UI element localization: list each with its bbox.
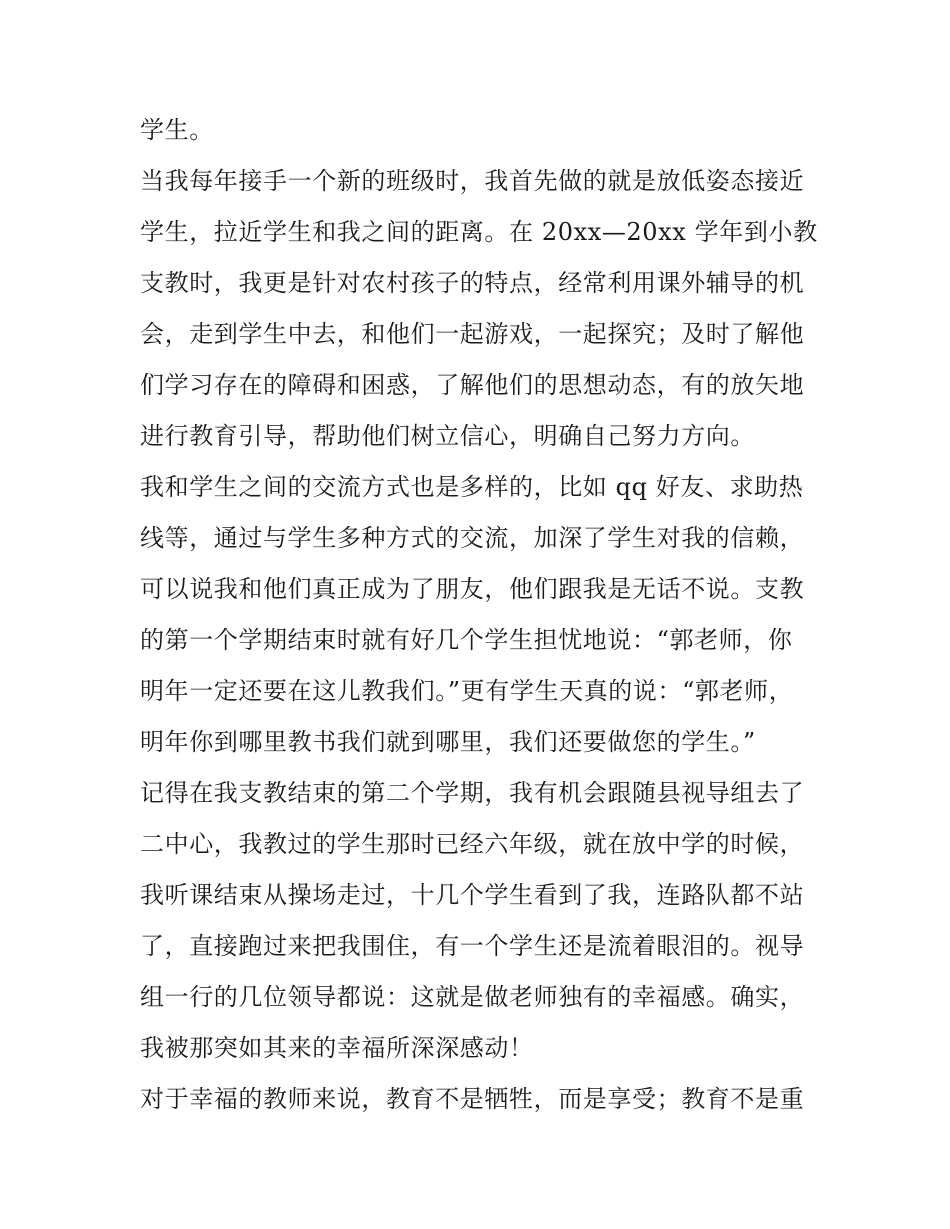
text-line: 组一行的几位领导都说：这就是做老师独有的幸福感。确实， [140,983,805,1011]
text-line: 支教时，我更是针对农村孩子的特点，经常利用课外辅导的机 [140,269,805,297]
text-line: 会，走到学生中去，和他们一起游戏，一起探究；及时了解他 [140,320,805,348]
body-text [140,105,820,1125]
text-line: 我听课结束从操场走过，十几个学生看到了我，连路队都不站 [140,881,805,909]
text-line: 学生。 [140,116,214,144]
text-line: 学生，拉近学生和我之间的距离。在 20xx—20xx 学年到小教 [140,218,818,246]
text-line: 的第一个学期结束时就有好几个学生担忧地说：“郭老师，你 [140,626,793,654]
text-line: 我被那突如其来的幸福所深深感动！ [140,1034,534,1062]
text-line: 二中心，我教过的学生那时已经六年级，就在放中学的时候， [140,830,805,858]
text-line: 记得在我支教结束的第二个学期，我有机会跟随县视导组去了 [140,779,805,807]
text-line: 明年你到哪里教书我们就到哪里，我们还要做您的学生。” [140,728,756,756]
text-line: 当我每年接手一个新的班级时，我首先做的就是放低姿态接近 [140,167,805,195]
text-line: 们学习存在的障碍和困惑，了解他们的思想动态，有的放矢地 [140,371,805,399]
text-line: 我和学生之间的交流方式也是多样的，比如 qq 好友、求助热 [140,473,804,501]
text-line: 了，直接跑过来把我围住，有一个学生还是流着眼泪的。视导 [140,932,805,960]
text-line: 进行教育引导，帮助他们树立信心，明确自己努力方向。 [140,422,755,450]
text-line: 明年一定还要在这儿教我们。”更有学生天真的说：“郭老师， [140,677,794,705]
text-line: 线等，通过与学生多种方式的交流，加深了学生对我的信赖， [140,524,805,552]
text-line: 对于幸福的教师来说，教育不是牺牲，而是享受；教育不是重 [140,1085,805,1113]
text-line: 可以说我和他们真正成为了朋友，他们跟我是无话不说。支教 [140,575,805,603]
